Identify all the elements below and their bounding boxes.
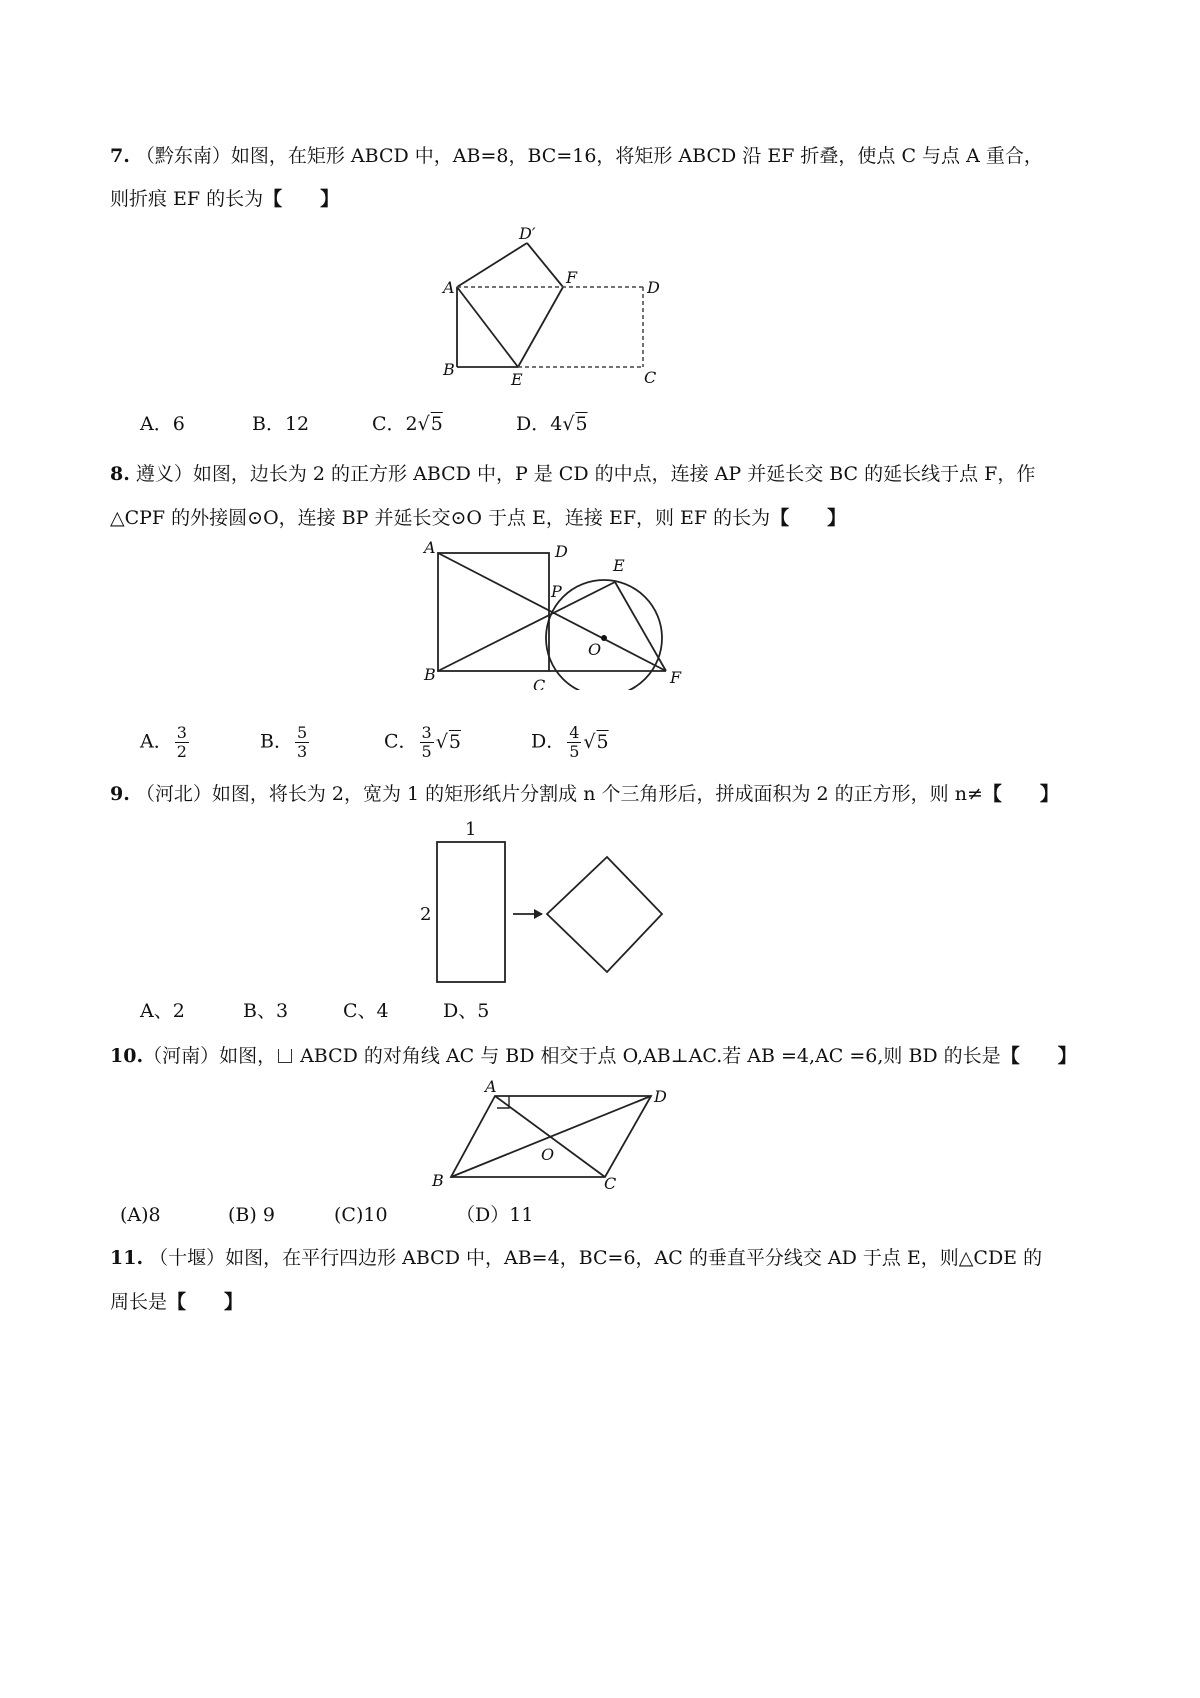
q7-text-line2: 则折痕 EF 的长为 [110,188,264,210]
denominator: 3 [296,742,308,761]
q7-label-a: A [443,278,455,297]
fraction [567,724,581,761]
q11-text-line1: （十堰）如图，在平行四边形 ABCD 中，AB=4，BC=6，AC 的垂直平分线交 AD 于点 E，则△CDE 的 [149,1247,1043,1269]
q8-text-line1: 遵义）如图，边长为 2 的正方形 ABCD 中，P 是 CD 的中点，连接 AP 并延长交 BC 的延长线于点 F，作 [135,463,1036,485]
sqrt-symbol: √5 [562,413,588,435]
q9-option-d[interactable]: D、5 [443,1000,490,1022]
q9-label-width: 1 [465,819,477,840]
q9-arrow-head [534,909,543,919]
q11-line1 [110,1243,1100,1273]
denominator: 5 [569,742,580,761]
q8-option-a-label: A． [140,730,173,753]
q10-text-line1: ABCD 的对角线 AC 与 BD 相交于点 O,AB⊥AC.若 AB =4,AC =6,则 BD 的长是 [300,1045,1001,1067]
q7-label-c: C [644,368,657,387]
q8-option-b-label: B． [260,730,293,753]
denominator: 5 [421,742,432,761]
q8-center-point [601,635,607,641]
q9-label-height: 2 [420,904,432,925]
q11-answer-bracket: 【 】 [167,1291,244,1313]
denominator: 2 [176,742,187,761]
parallelogram-symbol [278,1049,292,1063]
q7-option-d-radicand: 5 [575,413,588,435]
q7-text-line1: （黔东南）如图，在矩形 ABCD 中，AB=8，BC=16，将矩形 ABCD 沿 EF 折叠，使点 C 与点 A 重合， [135,145,1043,167]
q9-rectangle [437,842,505,982]
q9-answer-bracket: 【 】 [982,783,1059,805]
q8-answer-bracket: 【 】 [770,507,847,529]
q7-label-b: B [443,360,455,379]
numerator: 3 [421,723,432,742]
q10-diagonal-bd [451,1096,651,1177]
q10-number: 10. [110,1045,144,1067]
radicand: 5 [596,730,609,753]
numerator: 5 [296,723,308,742]
fraction [420,724,434,761]
q10-label-a: A [485,1078,497,1096]
q10-option-c[interactable]: (C)10 [334,1204,388,1226]
q8-line1 [110,459,1100,489]
q7-label-d: D [647,278,660,297]
q7-option-d[interactable] [516,409,588,439]
q10-label-c: C [604,1174,617,1193]
q7-option-c-prefix: C．2 [372,413,418,435]
q8-label-p: P [551,582,562,601]
numerator: 3 [176,723,187,742]
sqrt-symbol: √5 [435,730,461,753]
q10-option-b[interactable]: (B) 9 [228,1204,275,1226]
q7-edge-ef [518,287,563,367]
q9-option-a[interactable]: A、2 [140,1000,185,1022]
q7-label-e: E [511,370,523,389]
q8-label-b: B [424,665,436,684]
q9-figure [410,812,680,987]
q7-line1 [110,141,1100,171]
q8-line2 [110,503,1100,533]
q7-edge-d-prime-f [527,243,563,287]
q7-option-d-prefix: D．4 [516,413,563,435]
q10-label-d: D [654,1087,667,1106]
fraction [175,724,189,761]
q10-line1 [110,1041,1100,1071]
q8-option-d[interactable] [531,724,609,761]
q10-option-a[interactable]: (A)8 [120,1204,161,1226]
q8-option-a[interactable] [140,724,191,761]
q11-number: 11. [110,1247,144,1269]
q9-line1 [110,779,1100,809]
radicand: 5 [448,730,461,753]
q8-figure [415,540,695,690]
q8-option-c[interactable] [384,724,461,761]
q10-label-o: O [541,1145,555,1164]
q9-number: 9. [110,783,130,805]
q8-square-abcd [438,553,549,671]
sqrt-symbol: √5 [417,413,443,435]
q8-option-b[interactable] [260,724,311,761]
q7-option-c[interactable] [372,409,443,439]
q10-figure [425,1078,695,1193]
q10-answer-bracket: 【 】 [1000,1045,1077,1067]
q8-text-line2: △CPF 的外接圆⊙O，连接 BP 并延长交⊙O 于点 E，连接 EF，则 EF 的长为 [110,507,771,529]
q9-option-c[interactable]: C、4 [343,1000,389,1022]
q7-edge-ae [457,287,518,367]
q11-text-line2: 周长是 [110,1291,168,1313]
q8-label-a: A [424,540,436,557]
q7-edge-ad-prime [457,243,527,287]
q10-prefix: （河南）如图， [143,1045,277,1067]
q7-label-f: F [566,268,578,287]
q8-label-c: C [533,676,546,690]
q7-option-b[interactable]: B．12 [252,413,310,435]
q7-figure [430,215,690,395]
q10-label-b: B [432,1171,444,1190]
q7-number: 7. [110,145,130,167]
sqrt-symbol: √5 [583,730,609,753]
q7-option-c-radicand: 5 [430,413,443,435]
q7-answer-bracket: 【 】 [263,188,340,210]
q8-option-c-label: C． [384,730,418,753]
q10-option-d[interactable]: （D）11 [456,1204,534,1226]
q9-option-b[interactable]: B、3 [243,1000,289,1022]
q9-square [547,857,662,972]
q8-label-f: F [670,668,682,687]
q11-line2 [110,1287,1100,1317]
q8-option-d-label: D． [531,730,566,753]
q7-label-d-prime: D′ [519,224,536,243]
q8-number: 8. [110,463,130,485]
q7-line2 [110,184,1100,214]
q7-option-a[interactable]: A．6 [140,413,185,435]
q8-label-e: E [613,556,625,575]
fraction [295,724,309,761]
q8-label-d: D [555,542,568,561]
q8-label-o: O [588,640,602,659]
numerator: 4 [569,723,580,742]
q9-text-line1: （河北）如图，将长为 2，宽为 1 的矩形纸片分割成 n 个三角形后，拼成面积为 2 的正方形，则 n≠ [135,783,983,805]
